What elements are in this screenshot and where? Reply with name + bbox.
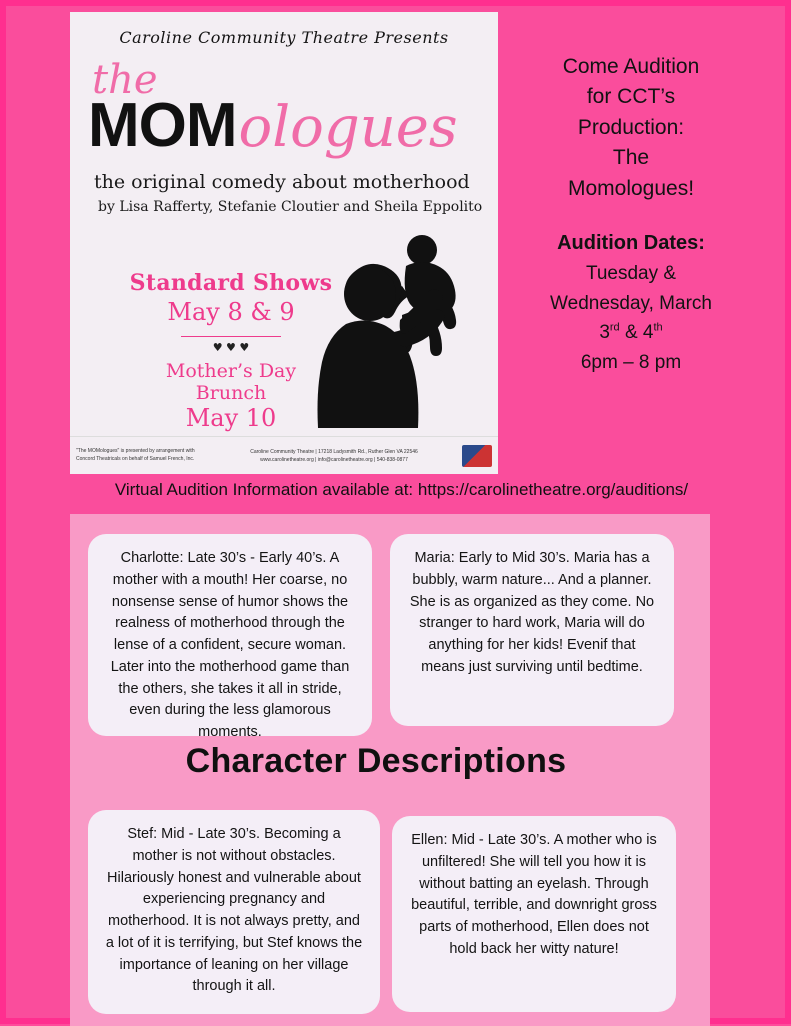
audition-dates-body (506, 259, 756, 377)
virtual-audition-info[interactable]: Virtual Audition Information available at: https://carolinetheatre.org/auditions/ (114, 480, 689, 499)
poster-subtitle: the original comedy about motherhood (94, 171, 470, 193)
audition-date-4th: & 4 (619, 322, 654, 344)
character-card-ellen: Ellen: Mid - Late 30’s. A mother who is unfiltered! She will tell you how it is without batting an eyelash. Through beautiful, terrible, and downright gross parts of motherhood, Ellen does not hold back her witty nature! (392, 816, 676, 1012)
audition-call-line-2: for CCT’s (586, 85, 676, 109)
poster-footer (70, 436, 498, 474)
audition-info (506, 52, 756, 377)
audition-dates-line-3 (506, 318, 756, 347)
audition-call-line-3: Production: (577, 115, 685, 139)
poster-presents-line: Caroline Community Theatre Presents (119, 28, 449, 47)
audition-call-line-5: Momologues! (567, 176, 695, 200)
audition-dates-line-1: Tuesday & (585, 263, 677, 285)
audition-dates-line-2: Wednesday, March (550, 292, 712, 314)
brunch-label-line1: Mother’s Day (165, 360, 297, 382)
standard-shows-label: Standard Shows (129, 270, 333, 296)
standard-shows-dates: May 8 & 9 (167, 298, 295, 326)
audition-call-line-4: The (612, 146, 650, 170)
character-card-maria: Maria: Early to Mid 30’s. Maria has a bubbly, warm nature... And a planner. She is as organized as they come. No stranger to hard work, Maria will do anything for her kids! Evenif that means just surviving until bedtime. (390, 534, 674, 726)
character-descriptions-title: Character Descriptions (185, 742, 567, 780)
poster-authors: by Lisa Rafferty, Stefanie Cloutier and Sheila Eppolito (98, 199, 483, 215)
poster-footer-rights: "The MOMologues" is presented by arrangement with Concord Theatricals on behalf of Samuel French, Inc. (76, 448, 195, 462)
show-poster (70, 12, 498, 474)
poster-footer-web: www.carolinetheatre.org | info@carolinetheatre.org | 540-838-0877 (260, 456, 408, 463)
poster-title-mom: MOM (88, 91, 237, 160)
poster-footer-address: Caroline Community Theatre | 17218 Ladysmith Rd., Ruther Glen VA 22546 (250, 448, 418, 455)
audition-call-line-1: Come Audition (562, 55, 700, 78)
audition-date-3rd: 3 (599, 322, 610, 344)
character-descriptions-panel (70, 514, 710, 1026)
hearts-icon: ♥ ♥ ♥ (212, 341, 250, 354)
audition-call (506, 52, 756, 204)
character-card-stef: Stef: Mid - Late 30’s. Becoming a mother is not without obstacles. Hilariously honest and vulnerable about experiencing pregnancy and motherhood. It is not always pretty, and a lot of it is terrifying, but Stef knows the importance of leaning on her village through it all. (88, 810, 380, 1014)
poster-title (88, 91, 498, 160)
audition-time: 6pm – 8 pm (580, 351, 682, 373)
poster-the-word: the (92, 57, 158, 103)
mother-and-child-silhouette (298, 228, 488, 428)
character-card-charlotte: Charlotte: Late 30’s - Early 40’s. A mother with a mouth! Her coarse, no nonsense sense of humor shows the realness of motherhood through the lense of a confident, secure woman. Later into the motherhood game than the others, she takes it all in stride, even during the less glamorous moments. (88, 534, 372, 736)
audition-dates-heading: Audition Dates: (557, 232, 705, 255)
audition-date-3rd-suffix: rd (609, 321, 620, 334)
brunch-date: May 10 (185, 404, 277, 432)
poster-footer-contact (219, 448, 449, 464)
divider-rule (181, 336, 281, 337)
audition-date-4th-suffix: th (653, 321, 663, 334)
brunch-label-line2: Brunch (195, 382, 267, 404)
theatre-logo-icon (462, 445, 492, 467)
poster-title-ologues: ologues (238, 95, 458, 160)
